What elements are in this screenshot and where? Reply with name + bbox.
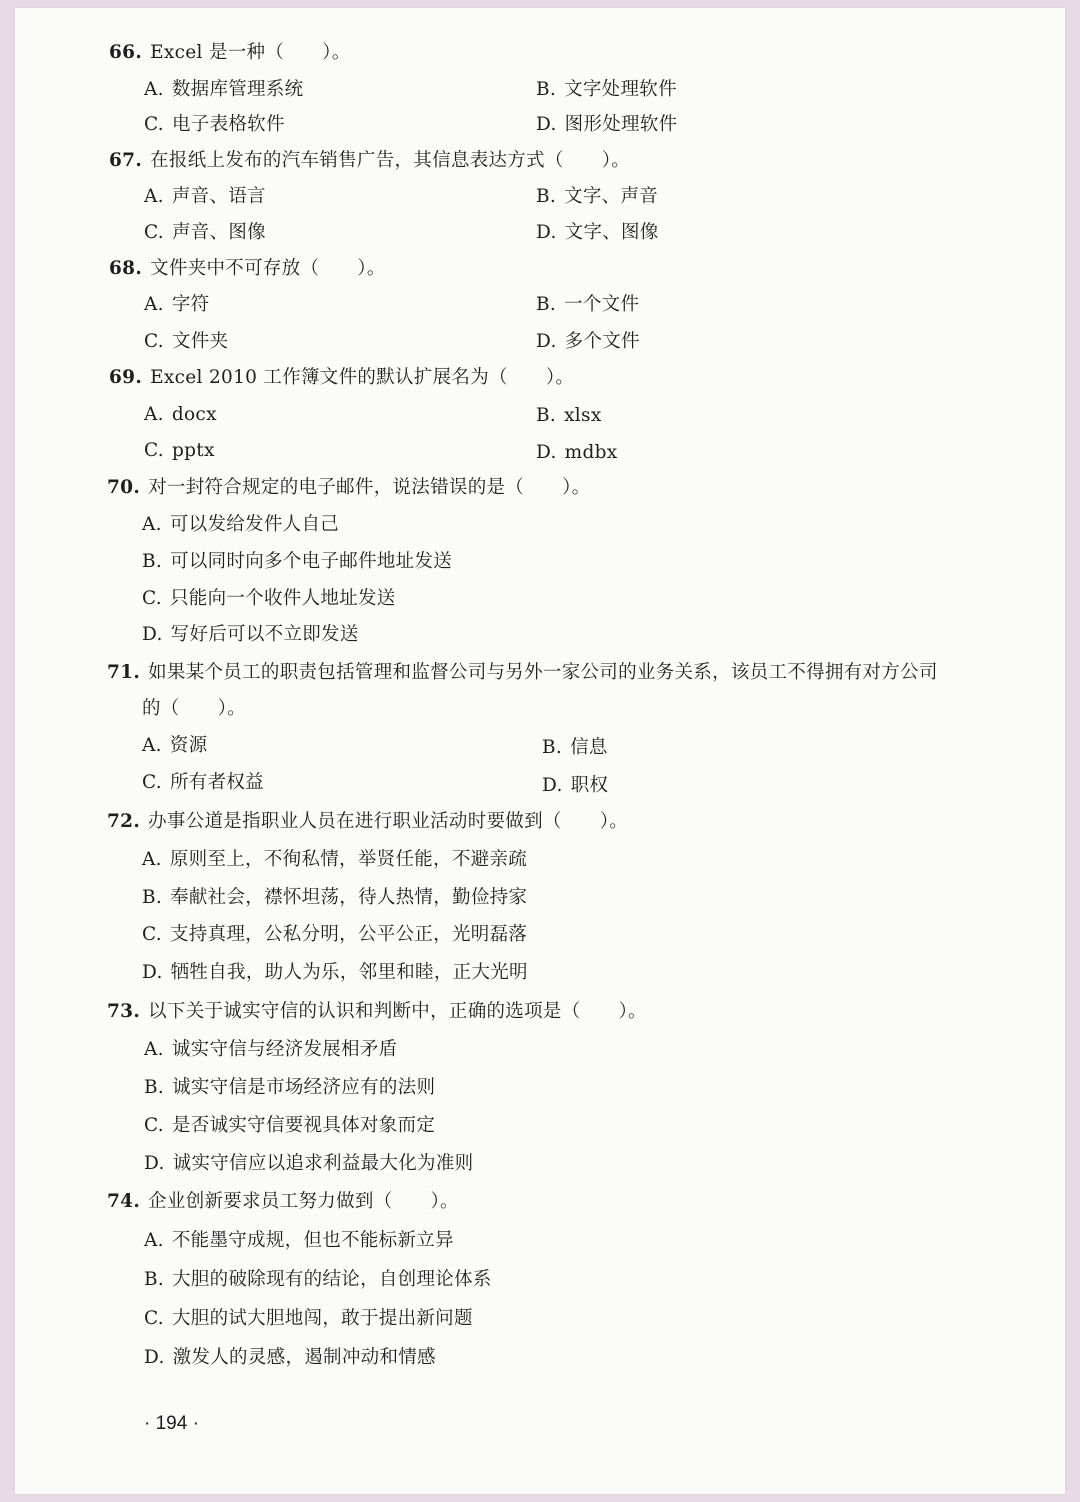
question-71-option-c: C. 所有者权益: [142, 772, 264, 793]
question-69-option-d: D. mdbx: [536, 442, 618, 463]
question-74-option-d: D. 激发人的灵感，遏制冲动和情感: [144, 1347, 436, 1368]
question-71-option-b: B. 信息: [542, 737, 608, 758]
question-74-option-b: B. 大胆的破除现有的结论，自创理论体系: [144, 1269, 492, 1290]
question-70-option-a: A. 可以发给发件人自己: [142, 514, 340, 535]
question-66-option-c: C. 电子表格软件: [144, 114, 285, 135]
question-67-option-d: D. 文字、图像: [536, 222, 659, 243]
question-69-option-a: A. docx: [144, 404, 217, 425]
question-72-option-c: C. 支持真理，公私分明，公平公正，光明磊落: [142, 924, 528, 945]
question-72-option-a: A. 原则至上，不徇私情，举贤任能，不避亲疏: [142, 849, 528, 870]
page-number: · 194 ·: [144, 1413, 199, 1434]
question-73-option-c: C. 是否诚实守信要视具体对象而定: [144, 1115, 436, 1136]
question-70-option-c: C. 只能向一个收件人地址发送: [142, 588, 396, 609]
question-67-option-a: A. 声音、语言: [144, 186, 266, 207]
question-66-option-d: D. 图形处理软件: [536, 114, 678, 135]
question-73-option-a: A. 诚实守信与经济发展相矛盾: [144, 1039, 398, 1060]
question-72-option-d: D. 牺牲自我，助人为乐，邻里和睦，正大光明: [142, 962, 528, 983]
question-70-option-d: D. 写好后可以不立即发送: [142, 624, 359, 645]
question-67-stem: 67. 在报纸上发布的汽车销售广告，其信息表达方式（ ）。: [109, 150, 631, 171]
question-67-option-c: C. 声音、图像: [144, 222, 266, 243]
question-69-option-b: B. xlsx: [536, 405, 602, 426]
question-66-option-b: B. 文字处理软件: [536, 79, 677, 100]
question-71-stem-line1: 71. 如果某个员工的职责包括管理和监督公司与另外一家公司的业务关系，该员工不得拥有对方公司: [107, 662, 938, 683]
exam-page: [15, 8, 1065, 1494]
question-70-option-b: B. 可以同时向多个电子邮件地址发送: [142, 551, 453, 572]
question-73-stem: 73. 以下关于诚实守信的认识和判断中，正确的选项是（ ）。: [107, 1001, 647, 1022]
question-68-option-c: C. 文件夹: [144, 331, 229, 352]
question-73-option-d: D. 诚实守信应以追求利益最大化为准则: [144, 1153, 474, 1174]
question-71-option-d: D. 职权: [542, 775, 609, 796]
question-68-stem: 68. 文件夹中不可存放（ ）。: [109, 258, 386, 279]
question-66-option-a: A. 数据库管理系统: [144, 79, 304, 100]
question-68-option-b: B. 一个文件: [536, 294, 640, 315]
question-73-option-b: B. 诚实守信是市场经济应有的法则: [144, 1077, 436, 1098]
question-69-stem: 69. Excel 2010 工作簿文件的默认扩展名为（ ）。: [109, 367, 575, 388]
question-71-stem-line2: 的（ ）。: [142, 698, 246, 719]
question-74-stem: 74. 企业创新要求员工努力做到（ ）。: [107, 1191, 459, 1212]
question-67-option-b: B. 文字、声音: [536, 186, 659, 207]
question-74-option-c: C. 大胆的试大胆地闯，敢于提出新问题: [144, 1308, 473, 1329]
question-70-stem: 70. 对一封符合规定的电子邮件，说法错误的是（ ）。: [107, 477, 591, 498]
question-71-option-a: A. 资源: [142, 735, 208, 756]
question-72-stem: 72. 办事公道是指职业人员在进行职业活动时要做到（ ）。: [107, 811, 629, 832]
question-72-option-b: B. 奉献社会，襟怀坦荡，待人热情，勤俭持家: [142, 887, 528, 908]
question-68-option-a: A. 字符: [144, 294, 210, 315]
question-74-option-a: A. 不能墨守成规，但也不能标新立异: [144, 1230, 454, 1251]
question-66-stem: 66. Excel 是一种（ ）。: [109, 42, 351, 63]
question-69-option-c: C. pptx: [144, 440, 215, 461]
question-68-option-d: D. 多个文件: [536, 331, 640, 352]
